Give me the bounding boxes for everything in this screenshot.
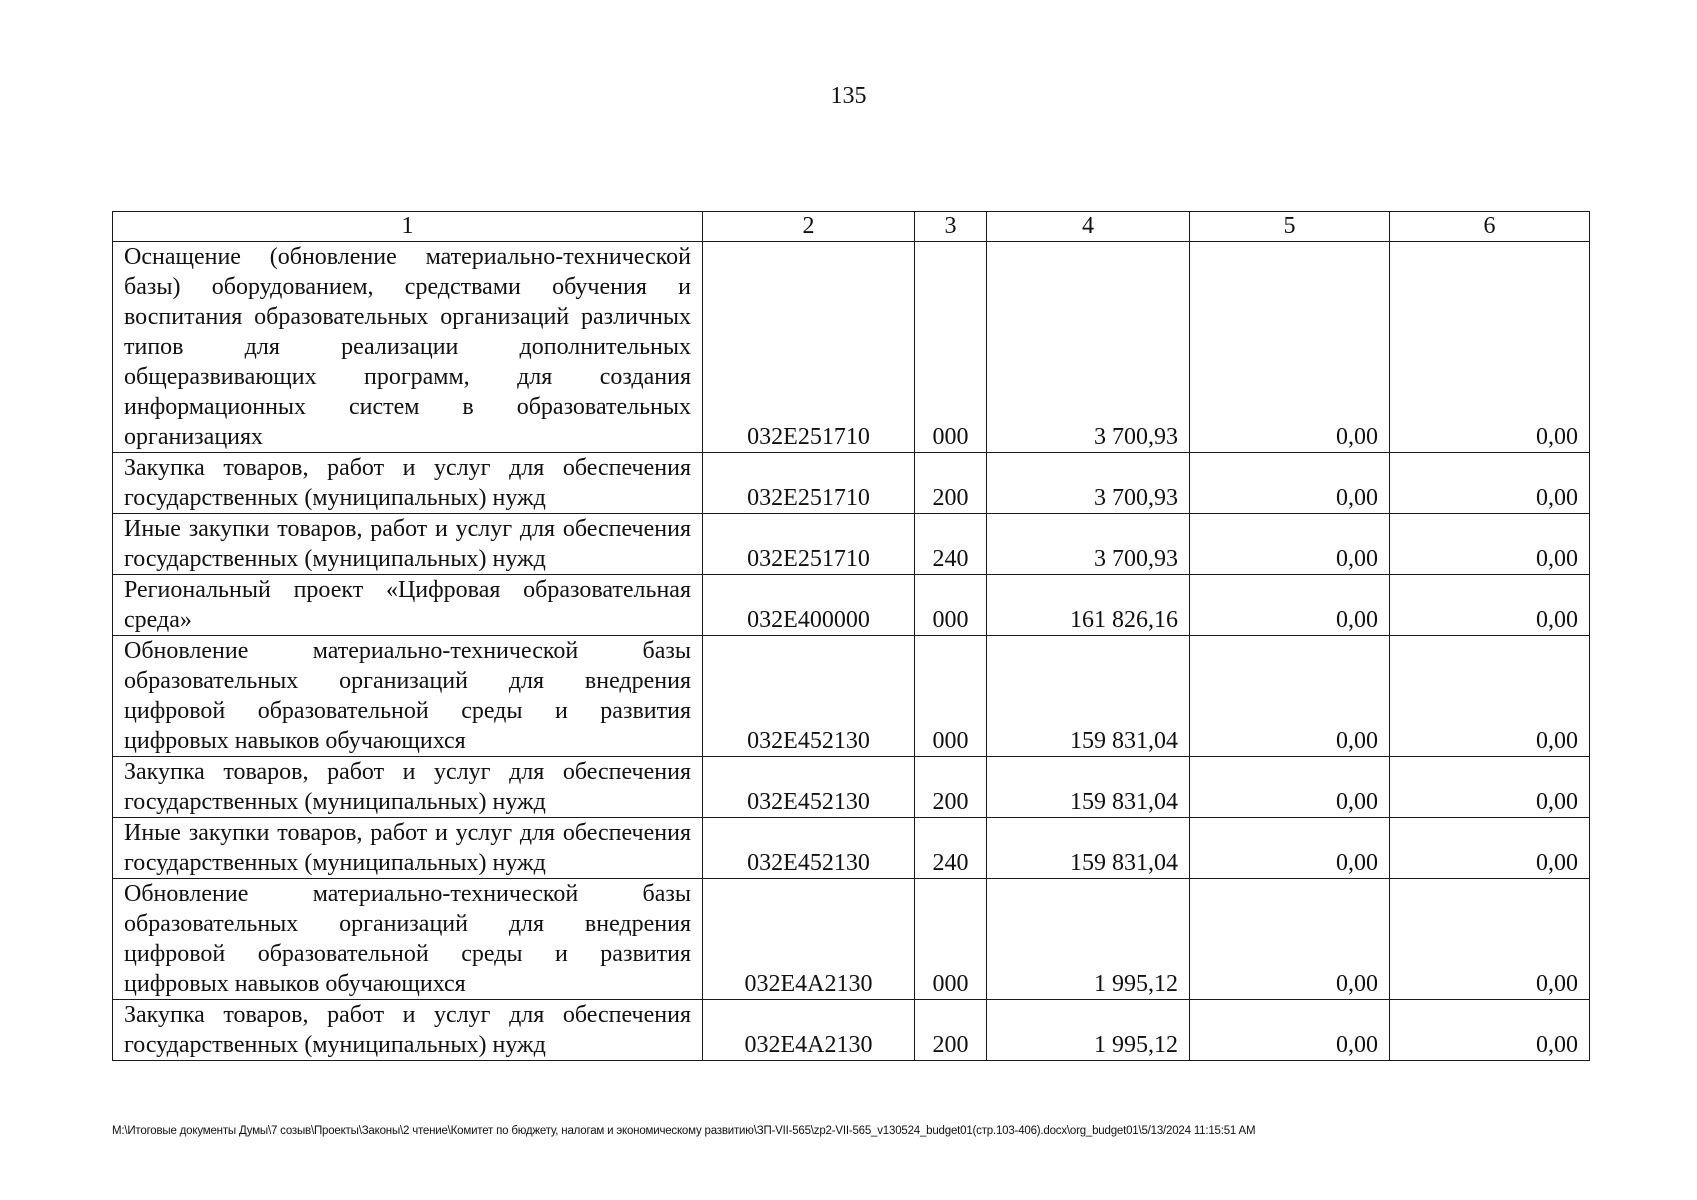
row-col5-cell: 0,00 bbox=[1190, 1000, 1390, 1061]
row-name-cell: Закупка товаров, работ и услуг для обеспечения государственных (муниципальных) нужд bbox=[113, 453, 703, 514]
row-type-cell: 200 bbox=[915, 453, 987, 514]
row-col6-cell: 0,00 bbox=[1390, 879, 1590, 1000]
row-type-cell: 000 bbox=[915, 242, 987, 453]
row-amount-cell: 1 995,12 bbox=[987, 1000, 1190, 1061]
row-code-cell: 032E251710 bbox=[703, 514, 915, 575]
row-amount-cell: 3 700,93 bbox=[987, 242, 1190, 453]
table-row bbox=[113, 514, 1590, 575]
row-code-cell: 032E4A2130 bbox=[703, 879, 915, 1000]
row-amount-cell: 161 826,16 bbox=[987, 575, 1190, 636]
table-row bbox=[113, 818, 1590, 879]
row-name-cell: Региональный проект «Цифровая образовательная среда» bbox=[113, 575, 703, 636]
page-number: 135 bbox=[830, 83, 867, 109]
row-amount-cell: 159 831,04 bbox=[987, 757, 1190, 818]
footer-file-path: M:\Итоговые документы Думы\7 созыв\Проекты\Законы\2 чтение\Комитет по бюджету, налогам и экономическому развитию\ЗП-VII-565\zp2-VII-565_v130524_budget01(стр.103-406).docx\org_budget01\5/13/2024 11:15:51 AM bbox=[112, 1125, 1256, 1137]
row-col6-cell: 0,00 bbox=[1390, 242, 1590, 453]
row-col6-cell: 0,00 bbox=[1390, 453, 1590, 514]
table-row bbox=[113, 242, 1590, 453]
row-name-cell: Закупка товаров, работ и услуг для обеспечения государственных (муниципальных) нужд bbox=[113, 757, 703, 818]
row-col6-cell: 0,00 bbox=[1390, 575, 1590, 636]
row-type-cell: 240 bbox=[915, 818, 987, 879]
column-header-2: 2 bbox=[703, 212, 915, 242]
table-row bbox=[113, 453, 1590, 514]
row-amount-cell: 1 995,12 bbox=[987, 879, 1190, 1000]
row-code-cell: 032E452130 bbox=[703, 818, 915, 879]
row-code-cell: 032E251710 bbox=[703, 242, 915, 453]
row-name-cell: Обновление материально-технической базы образовательных организаций для внедрения цифровой образовательной среды и развития цифровых навыков обучающихся bbox=[113, 879, 703, 1000]
row-col5-cell: 0,00 bbox=[1190, 453, 1390, 514]
row-code-cell: 032E4A2130 bbox=[703, 1000, 915, 1061]
row-amount-cell: 3 700,93 bbox=[987, 514, 1190, 575]
row-amount-cell: 159 831,04 bbox=[987, 818, 1190, 879]
row-col6-cell: 0,00 bbox=[1390, 514, 1590, 575]
row-amount-cell: 159 831,04 bbox=[987, 636, 1190, 757]
row-col5-cell: 0,00 bbox=[1190, 575, 1390, 636]
row-col5-cell: 0,00 bbox=[1190, 514, 1390, 575]
row-code-cell: 032E452130 bbox=[703, 757, 915, 818]
row-type-cell: 000 bbox=[915, 575, 987, 636]
row-type-cell: 000 bbox=[915, 636, 987, 757]
column-header-5: 5 bbox=[1190, 212, 1390, 242]
column-header-3: 3 bbox=[915, 212, 987, 242]
row-col5-cell: 0,00 bbox=[1190, 879, 1390, 1000]
row-name-cell: Иные закупки товаров, работ и услуг для обеспечения государственных (муниципальных) нужд bbox=[113, 514, 703, 575]
row-type-cell: 200 bbox=[915, 757, 987, 818]
row-col6-cell: 0,00 bbox=[1390, 757, 1590, 818]
table-row bbox=[113, 575, 1590, 636]
row-code-cell: 032E400000 bbox=[703, 575, 915, 636]
table-row bbox=[113, 879, 1590, 1000]
table-row bbox=[113, 757, 1590, 818]
row-name-cell: Обновление материально-технической базы образовательных организаций для внедрения цифровой образовательной среды и развития цифровых навыков обучающихся bbox=[113, 636, 703, 757]
row-col5-cell: 0,00 bbox=[1190, 242, 1390, 453]
row-col5-cell: 0,00 bbox=[1190, 818, 1390, 879]
row-col6-cell: 0,00 bbox=[1390, 818, 1590, 879]
row-type-cell: 240 bbox=[915, 514, 987, 575]
table-row bbox=[113, 636, 1590, 757]
row-col6-cell: 0,00 bbox=[1390, 636, 1590, 757]
row-col5-cell: 0,00 bbox=[1190, 757, 1390, 818]
column-header-4: 4 bbox=[987, 212, 1190, 242]
row-type-cell: 000 bbox=[915, 879, 987, 1000]
table-header-row bbox=[113, 212, 1590, 242]
row-code-cell: 032E251710 bbox=[703, 453, 915, 514]
row-type-cell: 200 bbox=[915, 1000, 987, 1061]
row-name-cell: Иные закупки товаров, работ и услуг для обеспечения государственных (муниципальных) нужд bbox=[113, 818, 703, 879]
row-amount-cell: 3 700,93 bbox=[987, 453, 1190, 514]
row-col6-cell: 0,00 bbox=[1390, 1000, 1590, 1061]
table-row bbox=[113, 1000, 1590, 1061]
column-header-6: 6 bbox=[1390, 212, 1590, 242]
column-header-1: 1 bbox=[113, 212, 703, 242]
row-col5-cell: 0,00 bbox=[1190, 636, 1390, 757]
budget-table bbox=[112, 211, 1590, 1061]
row-code-cell: 032E452130 bbox=[703, 636, 915, 757]
row-name-cell: Оснащение (обновление материально-технической базы) оборудованием, средствами обучения и воспитания образовательных организаций различных типов для реализации дополнительных общеразвивающих программ, для создания информационных систем в образовательных организациях bbox=[113, 242, 703, 453]
row-name-cell: Закупка товаров, работ и услуг для обеспечения государственных (муниципальных) нужд bbox=[113, 1000, 703, 1061]
